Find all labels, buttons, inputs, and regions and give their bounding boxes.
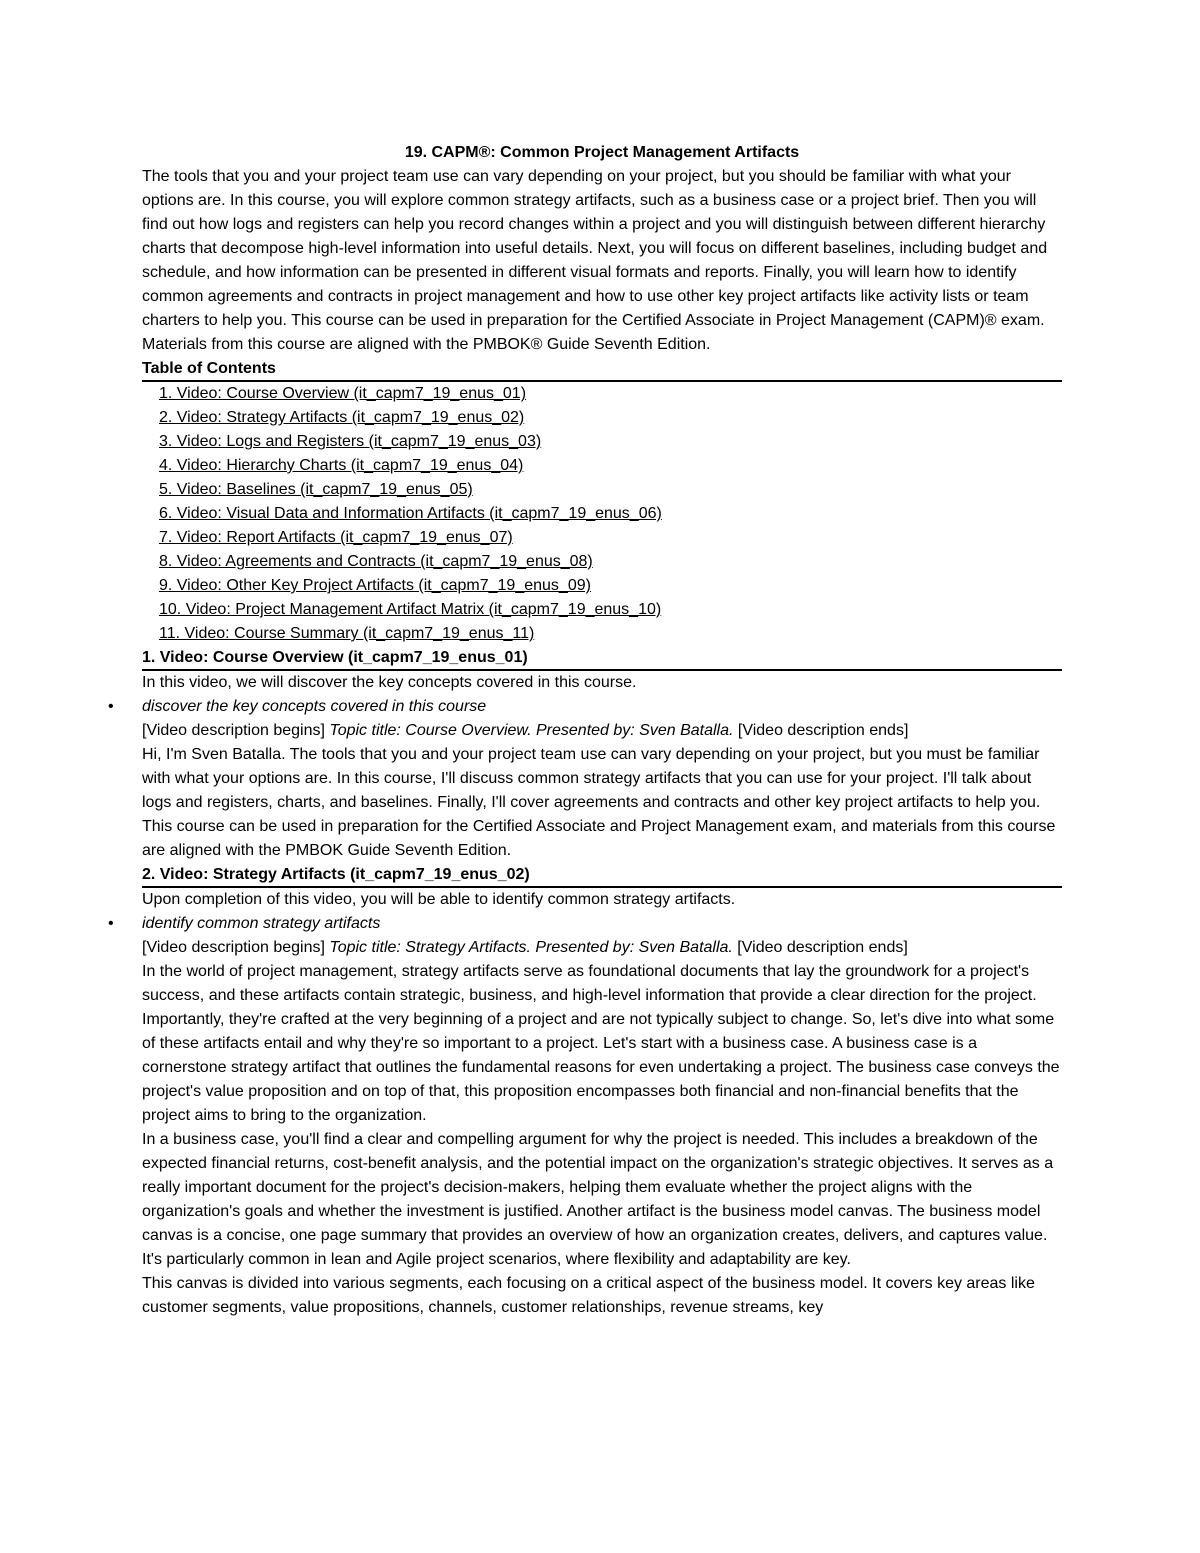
desc-topic: Strategy Artifacts.	[405, 939, 536, 956]
desc-presented-label: Presented by:	[535, 939, 639, 956]
toc-item	[159, 598, 1062, 622]
document-body	[108, 141, 1062, 1320]
toc-item	[159, 622, 1062, 646]
section-1-bullet	[108, 695, 1062, 719]
bullet-text: identify common strategy artifacts	[142, 915, 381, 932]
toc-link-7[interactable]: 7. Video: Report Artifacts (it_capm7_19_enus_07)	[159, 529, 513, 546]
desc-begin: [Video description begins]	[142, 939, 330, 956]
section-2-bullet	[108, 912, 1062, 936]
toc-link-4[interactable]: 4. Video: Hierarchy Charts (it_capm7_19_enus_04)	[159, 457, 524, 474]
section-1-objective: In this video, we will discover the key concepts covered in this course.	[142, 674, 637, 691]
toc-item	[159, 454, 1062, 478]
section-1-body: Hi, I'm Sven Batalla. The tools that you and your project team use can vary depending on your project, but you must be familiar with what your options are. In this course, I'll discuss common strategy artifacts that you can use for your project. I'll talk about logs and registers, charts, and baselines. Finally, I'll cover agreements and contracts and other key project artifacts to help you. This course can be used in preparation for the Certified Associate and Project Management exam, and materials from this course are aligned with the PMBOK Guide Seventh Edition.	[142, 746, 1056, 859]
toc-item	[159, 526, 1062, 550]
section-2-paragraph-1: In the world of project management, strategy artifacts serve as foundational documents that lay the groundwork for a project's success, and these artifacts contain strategic, business, and high-level information that provide a clear direction for the project. Importantly, they're crafted at the very beginning of a project and are not typically subject to change. So, let's dive into what some of these artifacts entail and why they're so important to a project. Let's start with a business case. A business case is a cornerstone strategy artifact that outlines the fundamental reasons for even undertaking a project. The business case conveys the project's value proposition and on top of that, this proposition encompasses both financial and non-financial benefits that the project aims to bring to the organization.	[142, 963, 1060, 1124]
desc-topic-label: Topic title:	[329, 939, 406, 956]
section-2-heading: 2. Video: Strategy Artifacts (it_capm7_19_enus_02)	[142, 863, 1062, 888]
desc-topic: Course Overview.	[405, 722, 536, 739]
section-1-video-description	[142, 719, 1062, 743]
bullet-icon: •	[108, 698, 114, 715]
bullet-icon: •	[108, 915, 114, 932]
desc-presenter: Sven Batalla.	[638, 939, 733, 956]
toc-link-10[interactable]: 10. Video: Project Management Artifact Matrix (it_capm7_19_enus_10)	[159, 601, 662, 618]
toc-heading: Table of Contents	[142, 357, 1062, 382]
toc-item	[159, 430, 1062, 454]
toc-item	[159, 478, 1062, 502]
toc-item	[159, 406, 1062, 430]
course-intro: The tools that you and your project team use can vary depending on your project, but you should be familiar with what your options are. In this course, you will explore common strategy artifacts, such as a business case or a project brief. Then you will find out how logs and registers can help you record changes within a project and you will distinguish between different hierarchy charts that decompose high-level information into useful details. Next, you will focus on different baselines, including budget and schedule, and how information can be presented in different visual formats and reports. Finally, you will learn how to identify common agreements and contracts in project management and how to use other key project artifacts like activity lists or team charters to help you. This course can be used in preparation for the Certified Associate in Project Management (CAPM)® exam. Materials from this course are aligned with the PMBOK® Guide Seventh Edition.	[142, 168, 1048, 353]
bullet-text: discover the key concepts covered in this course	[142, 698, 487, 715]
toc-link-9[interactable]: 9. Video: Other Key Project Artifacts (it_capm7_19_enus_09)	[159, 577, 591, 594]
desc-topic-label: Topic title:	[329, 722, 406, 739]
desc-presenter: Sven Batalla.	[639, 722, 734, 739]
toc-link-11[interactable]: 11. Video: Course Summary (it_capm7_19_enus_11)	[159, 625, 535, 642]
section-2-objective: Upon completion of this video, you will be able to identify common strategy artifacts.	[142, 891, 736, 908]
toc-link-3[interactable]: 3. Video: Logs and Registers (it_capm7_19_enus_03)	[159, 433, 542, 450]
section-2-video-description	[142, 936, 1062, 960]
desc-begin: [Video description begins]	[142, 722, 330, 739]
desc-end: [Video description ends]	[733, 722, 909, 739]
toc-item	[159, 502, 1062, 526]
section-2-paragraph-2: In a business case, you'll find a clear and compelling argument for why the project is needed. This includes a breakdown of the expected financial returns, cost-benefit analysis, and the potential impact on the organization's strategic objectives. It serves as a really important document for the project's decision-makers, helping them evaluate whether the project aligns with the organization's goals and whether the investment is justified. Another artifact is the business model canvas. The business model canvas is a concise, one page summary that provides an overview of how an organization creates, delivers, and captures value. It's particularly common in lean and Agile project scenarios, where flexibility and adaptability are key.	[142, 1131, 1054, 1268]
toc-link-6[interactable]: 6. Video: Visual Data and Information Artifacts (it_capm7_19_enus_06)	[159, 505, 662, 522]
toc-item	[159, 574, 1062, 598]
toc-link-5[interactable]: 5. Video: Baselines (it_capm7_19_enus_05)	[159, 481, 473, 498]
section-1-heading: 1. Video: Course Overview (it_capm7_19_enus_01)	[142, 646, 1062, 671]
table-of-contents	[142, 382, 1062, 646]
section-2-paragraph-3: This canvas is divided into various segments, each focusing on a critical aspect of the business model. It covers key areas like customer segments, value propositions, channels, customer relationships, revenue streams, key	[142, 1275, 1035, 1316]
desc-end: [Video description ends]	[732, 939, 908, 956]
toc-link-1[interactable]: 1. Video: Course Overview (it_capm7_19_enus_01)	[159, 385, 527, 402]
toc-item	[159, 550, 1062, 574]
desc-presented-label: Presented by:	[536, 722, 640, 739]
toc-link-2[interactable]: 2. Video: Strategy Artifacts (it_capm7_19_enus_02)	[159, 409, 525, 426]
document-title: 19. CAPM®: Common Project Management Artifacts	[404, 144, 800, 161]
toc-item	[159, 382, 1062, 406]
toc-link-8[interactable]: 8. Video: Agreements and Contracts (it_capm7_19_enus_08)	[159, 553, 593, 570]
